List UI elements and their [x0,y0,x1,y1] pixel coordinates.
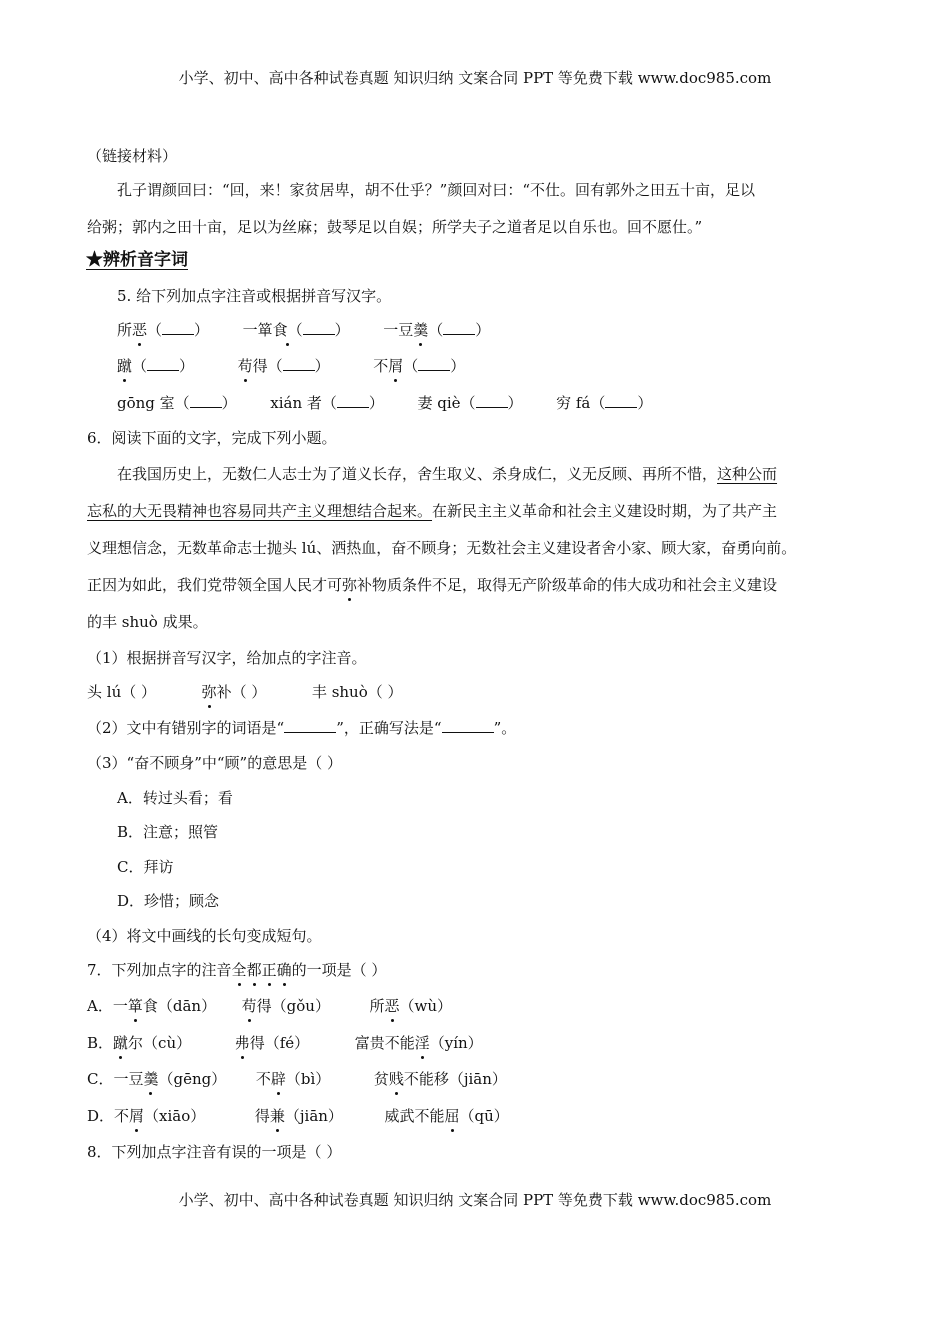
dotted-char: 兼 [269,1107,285,1125]
dotted-char: 全 [231,961,247,979]
answer-blank [283,356,315,371]
answer-blank [605,393,637,408]
dotted-char: 羹 [413,321,429,339]
dotted-char: 弥 [201,683,217,701]
q6-option-a: A．转过头看；看 [117,789,233,807]
q5-stem: 5. 给下列加点字注音或根据拼音写汉字。 [117,287,392,305]
link-material-line-1: 孔子谓颜回曰：“回，来！家贫居卑，胡不仕乎？”颜回对曰：“不仕。回有郭外之田五十亩，足以 [117,181,756,199]
q6-passage-line-5: 的丰 shuò 成果。 [87,613,208,631]
answer-blank [443,320,475,335]
q6-option-c: C．拜访 [117,858,174,876]
q8-stem: 8．下列加点字注音有误的一项是（ ） [87,1143,342,1161]
dotted-char: 正 [261,961,277,979]
dotted-char: 苟 [237,357,253,375]
dotted-char: 淫 [414,1034,430,1052]
answer-blank [418,356,450,371]
link-material-line-2: 给粥；郭内之田十亩，足以为丝麻；鼓琴足以自娱；所学夫子之道者足以自乐也。回不愿仕。” [87,218,703,236]
section-title: ★辨析音字词 [86,250,188,270]
page-header: 小学、初中、高中各种试卷真题 知识归纳 文案合同 PPT 等免费下载 www.doc985.com [178,69,772,87]
q5-row-1: 所恶（ ） 一箪食（ ） 一豆羹（ ） [117,321,491,339]
dotted-char: 屑 [129,1107,145,1125]
answer-blank [284,718,336,733]
dotted-char: 羹 [143,1070,159,1088]
q6-sub-1: （1）根据拼音写汉字，给加点的字注音。 [87,649,367,667]
dotted-char: 弥 [342,576,358,594]
dotted-char: 蹴 [117,357,133,375]
dotted-char: 恶 [384,997,400,1015]
q6-option-b: B．注意；照管 [117,823,219,841]
dotted-char: 蹴 [113,1034,129,1052]
q6-passage-line-4: 正因为如此，我们党带领全国人民才可弥补物质条件不足，取得无产阶级革命的伟大成功和社会主义建设 [87,576,778,594]
q6-sub-2: （2）文中有错别字的词语是“ ”，正确写法是“ ”。 [87,719,517,737]
answer-blank [442,718,494,733]
dotted-char: 箪 [127,997,143,1015]
underlined-sentence: 这种公而 [717,465,778,483]
answer-blank [162,320,194,335]
answer-blank [337,393,369,408]
q5-row-3: gōng 室（ ） xián 者（ ） 妻 qiè（ ） 穷 fá（ ） [117,394,653,412]
q6-sub-3: （3）“奋不顾身”中“顾”的意思是（ ） [87,754,342,772]
q6-sub-1-items: 头 lú（ ） 弥补（ ） 丰 shuò（ ） [87,683,403,701]
q6-passage-line-2: 忘私的大无畏精神也容易同共产主义理想结合起来。在新民主主义革命和社会主义建设时期，为了共产主 [87,502,778,520]
dotted-char: 食（ [272,321,303,339]
dotted-char: 苟 [241,997,257,1015]
q6-stem: 6．阅读下面的文字，完成下列小题。 [87,429,337,447]
q6-option-d: D．珍惜；顾念 [117,892,220,910]
answer-blank [476,393,508,408]
dotted-char: 都 [246,961,262,979]
dotted-char: 确 [276,961,292,979]
answer-blank [303,320,335,335]
dotted-char: 弗 [234,1034,250,1052]
q6-sub-4: （4）将文中画线的长句变成短句。 [87,927,322,945]
q7-option-c: C．一豆羹（gēng） 不辟（bì） 贫贱不能移（jiān） [87,1070,507,1088]
answer-blank [147,356,179,371]
dotted-char: 辟 [270,1070,286,1088]
q6-passage-line-3: 义理想信念，无数革命志士抛头 lú、洒热血，奋不顾身；无数社会主义建设者舍小家、顾大家，奋勇向前。 [87,539,797,557]
q6-passage-line-1: 在我国历史上，无数仁人志士为了道义长存，舍生取义、杀身成仁，义无反顾、再所不惜，这种公而 [117,465,778,483]
q7-option-b: B．蹴尔（cù） 弗得（fé） 富贵不能淫（yín） [87,1034,483,1052]
dotted-char: 屈 [444,1107,460,1125]
dotted-char: 恶 [132,321,148,339]
underlined-sentence: 忘私的大无畏精神也容易同共产主义理想结合起来。 [87,502,433,520]
q5-row-2: 蹴（ ） 苟得（ ） 不屑（ ） [117,357,466,375]
q7-option-a: A．一箪食（dān） 苟得（gǒu） 所恶（wù） [87,997,453,1015]
q7-stem: 7．下列加点字的注音全都正确的一项是（ ） [87,961,387,979]
answer-blank [190,393,222,408]
q7-option-d: D．不屑（xiāo） 得兼（jiān） 威武不能屈（qū） [87,1107,509,1125]
link-material-label: （链接材料） [87,147,178,165]
dotted-char: 贱 [388,1070,404,1088]
dotted-char: 屑 [388,357,404,375]
page-footer: 小学、初中、高中各种试卷真题 知识归纳 文案合同 PPT 等免费下载 www.doc985.com [178,1191,772,1209]
